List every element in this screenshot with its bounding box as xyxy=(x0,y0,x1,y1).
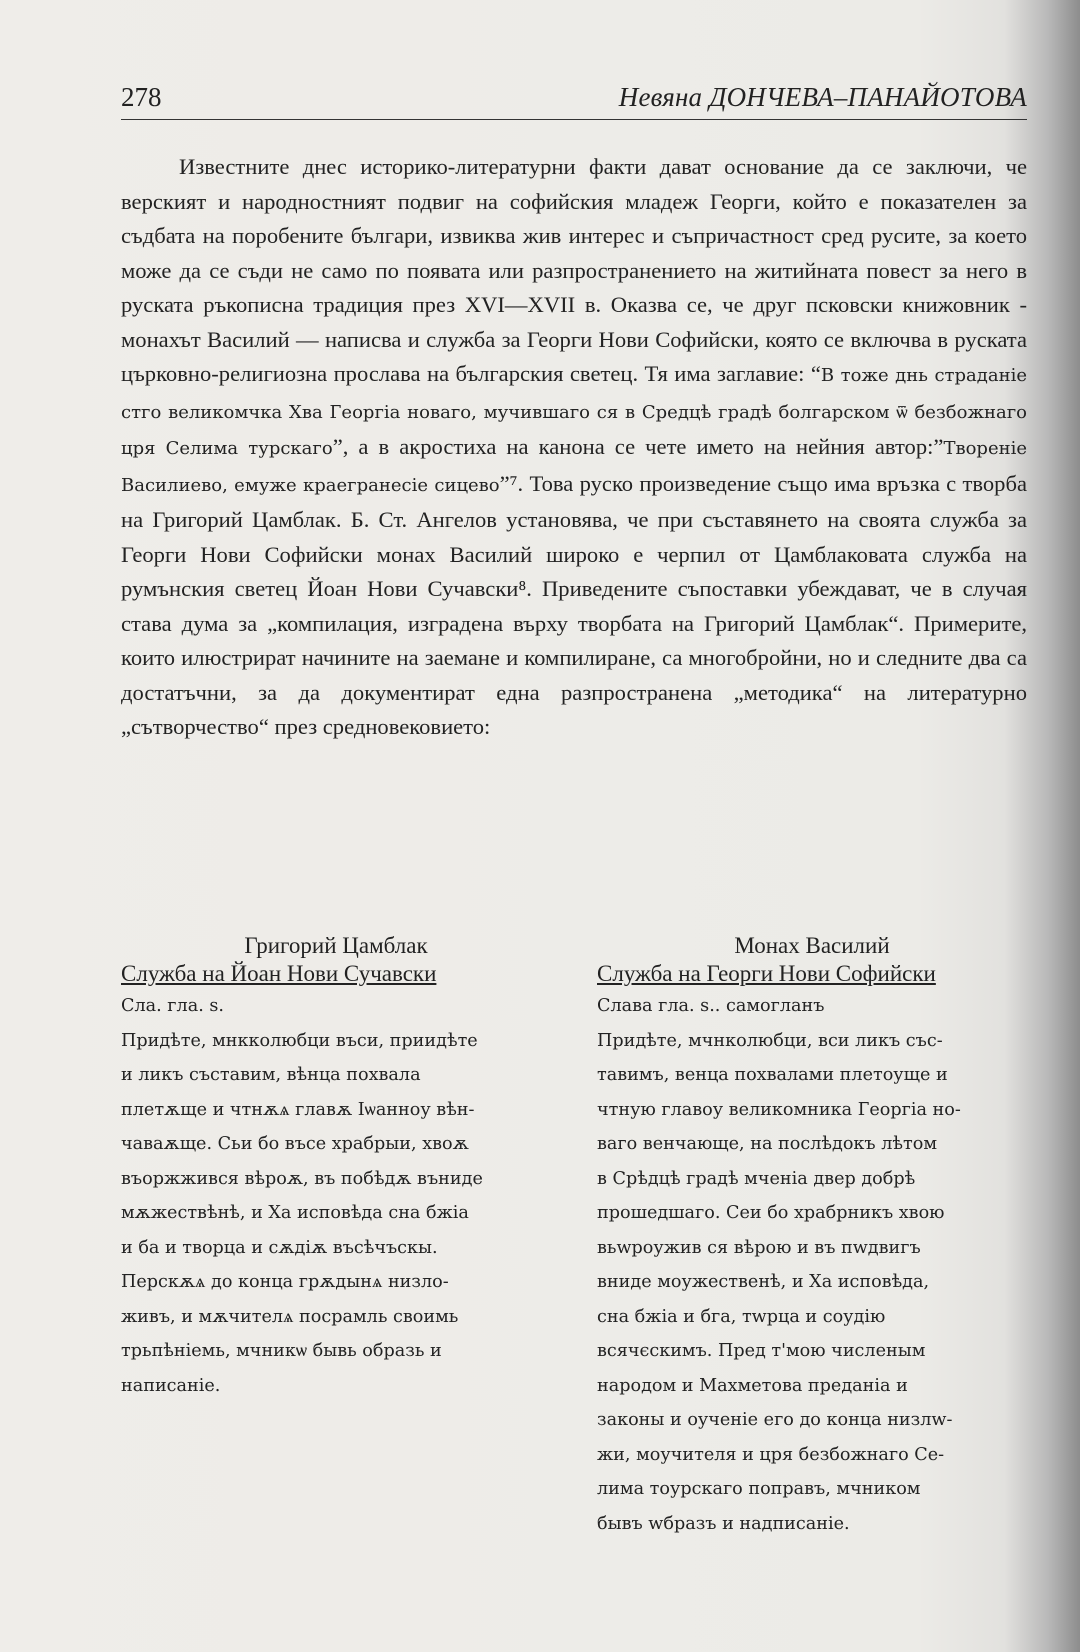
slavonic-line: въоржжився вѣроѫ, въ побѣдѫ въниде xyxy=(121,1168,483,1189)
slavonic-line: законы и оученіе его до конца низлw- xyxy=(597,1410,953,1430)
running-head: Невяна ДОНЧЕВА–ПАНАЙОТОВА xyxy=(618,82,1027,112)
footnote-ref-7: ”⁷. xyxy=(499,470,524,496)
slavonic-line: ваго венчающе, на послѣдокъ лѣтом xyxy=(597,1134,938,1154)
slavonic-line: живъ, и мѫчителѧ посрамль своимь xyxy=(121,1306,459,1327)
slavonic-line: Сла. гла. ѕ. xyxy=(121,996,225,1016)
slavonic-line: жи, моучителя и цря безбожнаго Се- xyxy=(597,1444,945,1465)
slavonic-line: и ба и творца и сѫдіѫ въсѣчъскы. xyxy=(121,1237,438,1258)
paragraph xyxy=(121,150,1027,745)
slavonic-line: тавимъ, венца похвалами плетоуще и xyxy=(597,1065,948,1085)
page-number: 278 xyxy=(121,82,162,112)
left-column-text xyxy=(121,989,551,1403)
slavonic-service-title: В тоже днь страданіе стго великомчка Хва Георгіа новаго, мучившаго ся в Средцѣ градѣ болгарском ѿ безбожнаго цря Селима турскаго xyxy=(121,365,1027,459)
slavonic-line: народом и Махметова преданіа и xyxy=(597,1375,908,1396)
paragraph-text-1: Известните днес историко-литературни факти дават основание да се заключи, че верският и народностният подвиг на софийския младеж Георги, който е показателен за съдбата на поробените българи, извиква жив интерес и съпричастност сред русите, за което може да се съди не само по появата или разпространението на житийната повест за него в руската ръкописна традиция през XVI—XVII в. Оказва се, че друг псковски книжовник - монахът Василий — написва и служба за Георги Нови Софийски, която се включва в руската църковно-религиозна прослава на българския светец. Тя има заглавие: “ xyxy=(121,154,1027,386)
slavonic-line: и ликъ съставим, вѣнца похвала xyxy=(121,1065,421,1085)
paragraph-text-3: Това руско произведение също има връзка с творба на Григорий Цамблак. Б. Ст. Ангелов установява, че при съставянето на своята служба за Георги Нови Софийски монах Василий широко е черпил от Цамблаковата служба на румънския светец Йоан Нови Сучавски⁸. Приведените съпоставки убеждават, че в случая става дума за „компилация, изградена върху творбата на Григорий Цамблак“. Примерите, които илюстрират начините на заемане и компилиране, са многобройни, но и следните два са достатъчни, за да документират една разпространена „методика“ на литературно „сътворчество“ през средновековието: xyxy=(121,470,1027,739)
slavonic-line: всячєскимъ. Пред т'мою численым xyxy=(597,1341,926,1361)
right-column-title: Служба на Георги Нови Софийски xyxy=(597,961,936,986)
slavonic-line: бывъ wбразъ и надписаніе. xyxy=(597,1513,850,1534)
slavonic-line: сна бжіа и бга, тwрца и соудію xyxy=(597,1306,886,1327)
slavonic-line: вьwроужив ся вѣрою и въ пwдвигъ xyxy=(597,1237,921,1258)
paragraph-text-2: ”, а в акростиха на канона се чете името на нейния автор:” xyxy=(332,434,944,459)
slavonic-line: Придѣте, мнкколюбци въси, приидѣте xyxy=(121,1030,478,1051)
comparison-columns xyxy=(121,933,1027,1541)
slavonic-line: в Срѣдцѣ градѣ мченіа двер добрѣ xyxy=(597,1168,916,1189)
slavonic-line: прошедшаго. Сеи бо храбрникъ хвою xyxy=(597,1203,945,1223)
right-column xyxy=(597,933,1027,1541)
slavonic-line: трьпѣніемь, мчникѡ бывь образь и xyxy=(121,1341,442,1361)
slavonic-line: написаніе. xyxy=(121,1375,221,1396)
slavonic-line: лима тоурскаго поправъ, мчником xyxy=(597,1479,921,1499)
left-column-author: Григорий Цамблак xyxy=(244,933,428,958)
left-column xyxy=(121,933,551,1541)
right-column-text xyxy=(597,989,1027,1541)
slavonic-line: вниде моужественѣ, и Ха исповѣда, xyxy=(597,1272,930,1292)
slavonic-line: чаваѫще. Сьи бо въсе храбрыи, хвоѫ xyxy=(121,1134,469,1154)
slavonic-line: плетѫще и чтнѫѧ главѫ Іѡанноу вѣн- xyxy=(121,1099,475,1120)
main-paragraph xyxy=(121,150,1027,745)
slavonic-line: мѫжествѣнѣ, и Ха исповѣда сна бжіа xyxy=(121,1203,469,1223)
slavonic-line: Слава гла. ѕ.. самогланъ xyxy=(597,996,825,1016)
page-header xyxy=(121,82,1027,120)
right-column-author: Монах Василий xyxy=(734,933,890,958)
left-column-title: Служба на Йоан Нови Сучавски xyxy=(121,961,437,986)
slavonic-line: Придѣте, мчнколюбци, вси ликъ със- xyxy=(597,1030,943,1051)
slavonic-acrostic: Твореніе Василиево, емуже краегранесіе сицево xyxy=(121,438,1028,496)
slavonic-line: Перскѫѧ до конца грѫдынѧ низло- xyxy=(121,1272,449,1292)
slavonic-line: чтную главоу великомника Георгіа но- xyxy=(597,1099,961,1120)
